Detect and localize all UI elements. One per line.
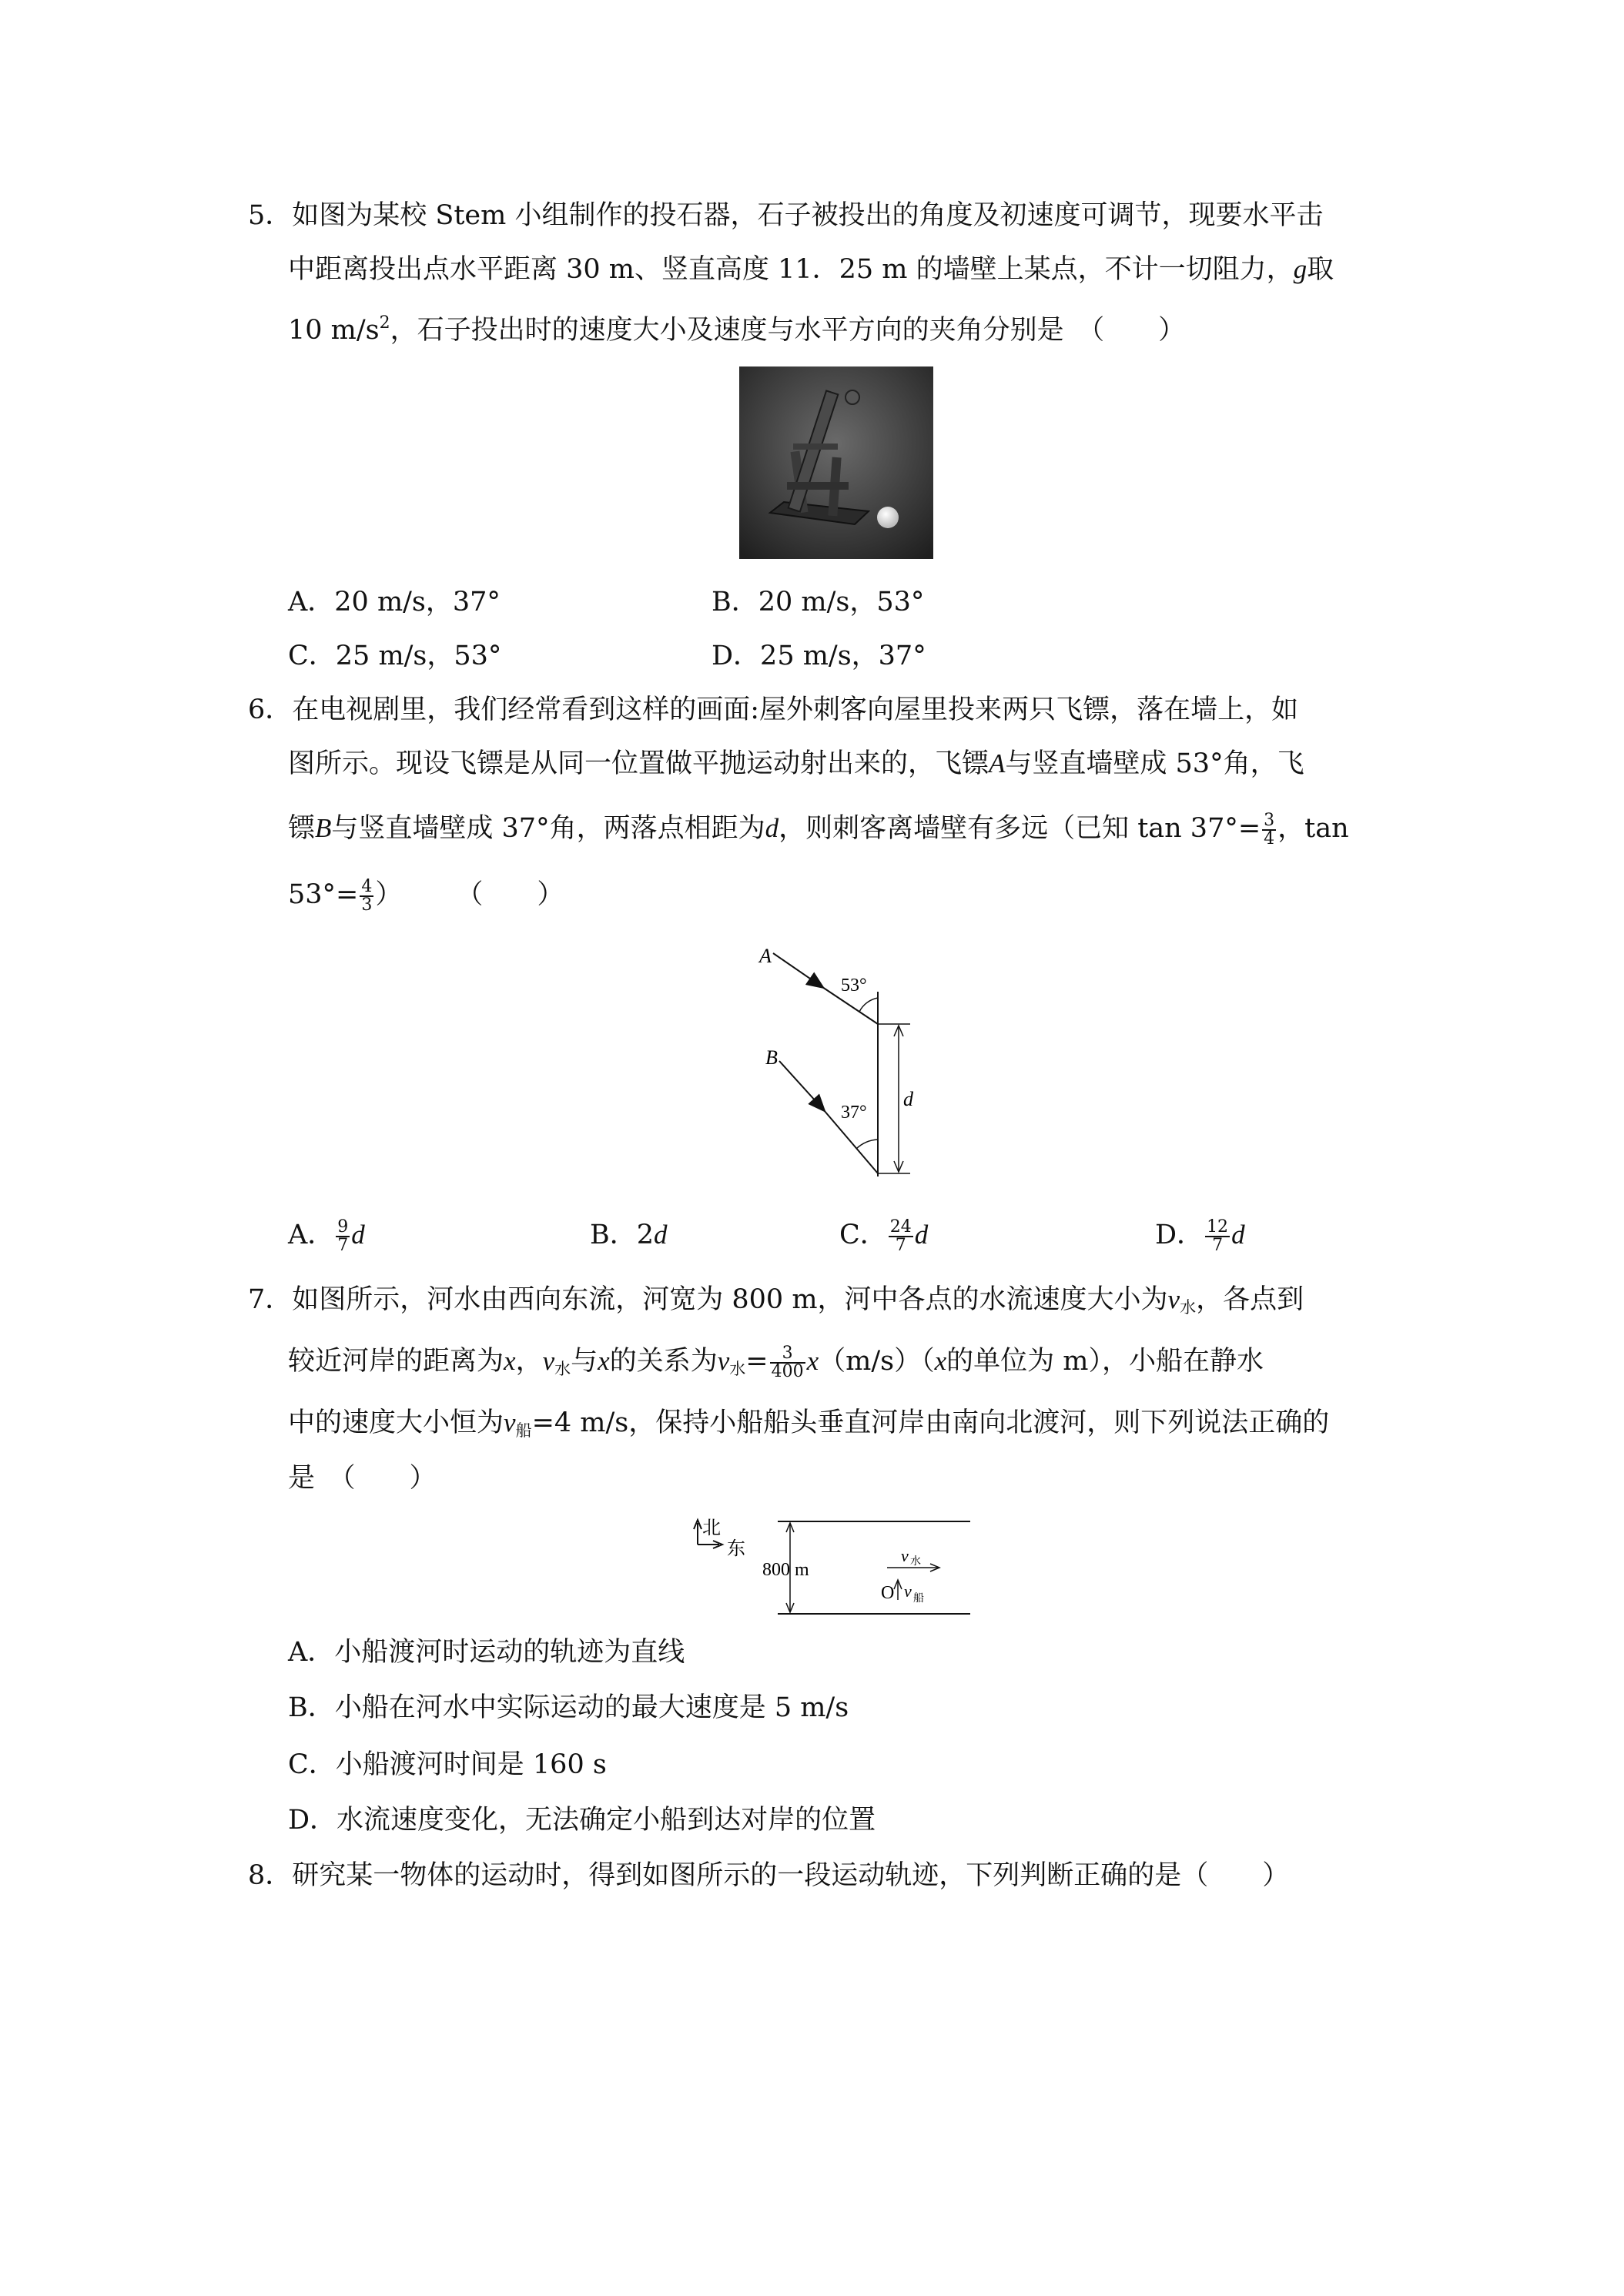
q6-dart-a-arrow	[773, 953, 822, 987]
q6-line-3-d: ，tan	[1277, 813, 1349, 844]
q5-line-1: 5．如图为某校 Stem 小组制作的投石器，石子被投出的角度及初速度可调节，现要水平击	[248, 200, 1324, 231]
q6-option-c[interactable]	[839, 1218, 928, 1254]
q6-tan37-fraction	[1262, 812, 1276, 848]
q7-line-2-g: 的单位为 m），小船在静水	[946, 1346, 1264, 1377]
q5-option-b[interactable]: B．20 m/s，53°	[712, 587, 925, 618]
q7-x-symbol-1: x	[504, 1346, 516, 1376]
q7-line-2-b: ，	[515, 1346, 543, 1377]
q7-diagram-width: 800 m	[762, 1560, 809, 1580]
q6-dart-diagram	[739, 932, 939, 1186]
q7-fraction	[770, 1345, 805, 1381]
q6-option-b-letter: B．	[590, 1220, 637, 1250]
q7-v-symbol-2: v	[542, 1346, 555, 1376]
q6-option-a-den: 7	[337, 1235, 349, 1255]
q6-line-3	[288, 812, 1349, 848]
q6-dart-b-symbol: B	[315, 813, 332, 843]
q7-option-b[interactable]: B．小船在河水中实际运动的最大速度是 5 m/s	[288, 1692, 849, 1723]
q7-line-3-b: =4 m/s，保持小船船头垂直河岸由南向北渡河，则下列说法正确的	[531, 1407, 1330, 1438]
q6-diagram-angle-a: 53°	[841, 976, 867, 996]
q7-v-boat-symbol: v	[504, 1407, 516, 1438]
q7-line-3-a: 中的速度大小恒为	[288, 1407, 504, 1438]
q6-line-1: 6．在电视剧里，我们经常看到这样的画面:屋外刺客向屋里投来两只飞镖，落在墙上，如	[248, 694, 1299, 725]
q6-line-3-b: 与竖直墙壁成 37°角，两落点相距为	[331, 813, 765, 844]
q6-line-4-b: ） （ ）	[375, 879, 564, 910]
q7-frac-den: 400	[771, 1361, 804, 1381]
q7-line-2	[288, 1344, 1264, 1386]
q7-v-symbol-3: v	[717, 1346, 730, 1376]
q6-line-2-b: 与竖直墙壁成 53°角，飞	[1005, 748, 1304, 779]
q7-diagram-north: 北	[702, 1518, 721, 1538]
q6-d-symbol: d	[765, 813, 779, 843]
q7-line-2-c: 与	[571, 1346, 598, 1377]
q7-line-4: 是 （ ）	[288, 1463, 437, 1494]
q5-line-3-a: 10 m/s	[288, 315, 380, 346]
q5-line-3-sup: 2	[379, 313, 390, 333]
q6-diagram-label-a: A	[759, 945, 772, 967]
q6-dart-b-arrow	[779, 1061, 824, 1110]
q6-tan53-num: 4	[361, 876, 373, 896]
q7-line-1-a: 7．如图所示，河水由西向东流，河宽为 800 m，河中各点的水流速度大小为	[248, 1284, 1168, 1315]
q7-line-2-f: （m/s）（	[819, 1346, 935, 1377]
q5-line-2-text: 中距离投出点水平距离 30 m、竖直高度 11．25 m 的墙壁上某点，不计一切阻力，	[288, 254, 1294, 285]
q5-take: 取	[1307, 254, 1334, 285]
q7-diagram-v-water-sub: 水	[910, 1556, 921, 1568]
q6-option-c-fraction	[889, 1219, 913, 1254]
q6-option-d-den: 7	[1212, 1235, 1224, 1255]
q6-line-4	[288, 878, 564, 914]
q6-option-d-letter: D．	[1155, 1220, 1204, 1250]
q7-option-d[interactable]: D．水流速度变化，无法确定小船到达对岸的位置	[288, 1805, 876, 1836]
q6-option-b-var: d	[654, 1220, 668, 1250]
q6-line-4-a: 53°=	[288, 879, 359, 910]
q7-diagram-v-boat: v	[904, 1581, 912, 1601]
q7-line-1	[248, 1283, 1304, 1324]
q6-option-c-num: 24	[889, 1217, 912, 1237]
q7-option-c[interactable]: C．小船渡河时间是 160 s	[288, 1749, 607, 1780]
q7-line-2-d: 的关系为	[609, 1346, 718, 1377]
q5-line-3-b: ，石子投出时的速度大小及速度与水平方向的夹角分别是 （ ）	[390, 315, 1186, 346]
q7-diagram-v-water: v	[901, 1546, 909, 1565]
q6-option-a-fraction	[336, 1219, 350, 1254]
q6-dart-a-symbol: A	[989, 748, 1006, 778]
q7-x-symbol-3: x	[806, 1346, 819, 1376]
q6-tan53-den: 3	[361, 895, 373, 915]
q6-tan53-fraction	[360, 876, 373, 915]
q6-option-d-fraction	[1205, 1219, 1230, 1254]
q7-diagram-east: 东	[727, 1539, 745, 1559]
q7-frac-num: 3	[770, 1345, 805, 1364]
q8-line-1: 8．研究某一物体的运动时，得到如图所示的一段运动轨迹，下列判断正确的是（ ）	[248, 1860, 1290, 1891]
q7-x-symbol-2: x	[598, 1346, 610, 1376]
q6-tan37-den: 4	[1264, 828, 1275, 848]
q5-line-2	[288, 253, 1334, 286]
q7-line-3	[288, 1406, 1329, 1448]
q6-line-3-c: ，则刺客离墙壁有多远（已知 tan 37°=	[779, 813, 1261, 844]
q6-option-c-letter: C．	[839, 1220, 887, 1250]
q6-option-d-var: d	[1231, 1220, 1245, 1250]
q7-diagram-v-boat-sub: 船	[913, 1593, 924, 1605]
q7-option-a[interactable]: A．小船渡河时运动的轨迹为直线	[288, 1637, 685, 1668]
q6-line-3-a: 镖	[288, 813, 316, 844]
q6-option-b[interactable]	[590, 1218, 668, 1252]
q6-diagram-label-b: B	[765, 1046, 778, 1069]
q7-river-diagram	[688, 1514, 981, 1622]
q6-angle-a-arc	[859, 998, 878, 1012]
q5-option-a[interactable]: A．20 m/s，37°	[288, 587, 501, 618]
q6-option-a-num: 9	[337, 1217, 349, 1237]
q6-diagram-angle-b: 37°	[841, 1103, 867, 1123]
catapult-photo	[739, 366, 933, 559]
q6-option-c-den: 7	[895, 1235, 906, 1255]
q7-line-2-a: 较近河岸的距离为	[288, 1346, 504, 1377]
q7-v-symbol: v	[1167, 1284, 1180, 1314]
q6-option-b-text: 2	[636, 1220, 655, 1250]
q6-tan37-num: 3	[1264, 810, 1275, 830]
q5-option-d[interactable]: D．25 m/s，37°	[712, 641, 926, 671]
q6-option-a[interactable]	[288, 1218, 365, 1254]
q7-line-1-b: ，各点到	[1196, 1284, 1304, 1315]
q7-v-water-sub-2: 水	[554, 1360, 571, 1378]
q6-option-a-letter: A．	[288, 1220, 335, 1250]
q7-diagram-origin: O	[881, 1583, 895, 1603]
q7-line-2-e: =	[745, 1346, 768, 1377]
q6-line-2	[288, 747, 1304, 781]
q6-option-a-var: d	[351, 1220, 365, 1250]
q7-v-water-sub: 水	[1180, 1298, 1197, 1317]
q6-option-c-var: d	[914, 1220, 929, 1250]
q6-diagram-label-d: d	[903, 1088, 913, 1110]
q7-v-boat-sub: 船	[515, 1421, 532, 1440]
q6-angle-b-arc	[856, 1140, 878, 1149]
q7-v-water-sub-3: 水	[729, 1360, 746, 1378]
q5-option-c[interactable]: C．25 m/s，53°	[288, 641, 502, 671]
q7-x-symbol-4: x	[934, 1346, 947, 1376]
q6-option-d[interactable]	[1155, 1218, 1245, 1254]
q6-option-d-num: 12	[1207, 1217, 1229, 1237]
q6-line-2-a: 图所示。现设飞镖是从同一位置做平抛运动射出来的，飞镖	[288, 748, 989, 779]
q5-line-3	[288, 306, 1185, 347]
q5-g-symbol: g	[1293, 254, 1308, 284]
